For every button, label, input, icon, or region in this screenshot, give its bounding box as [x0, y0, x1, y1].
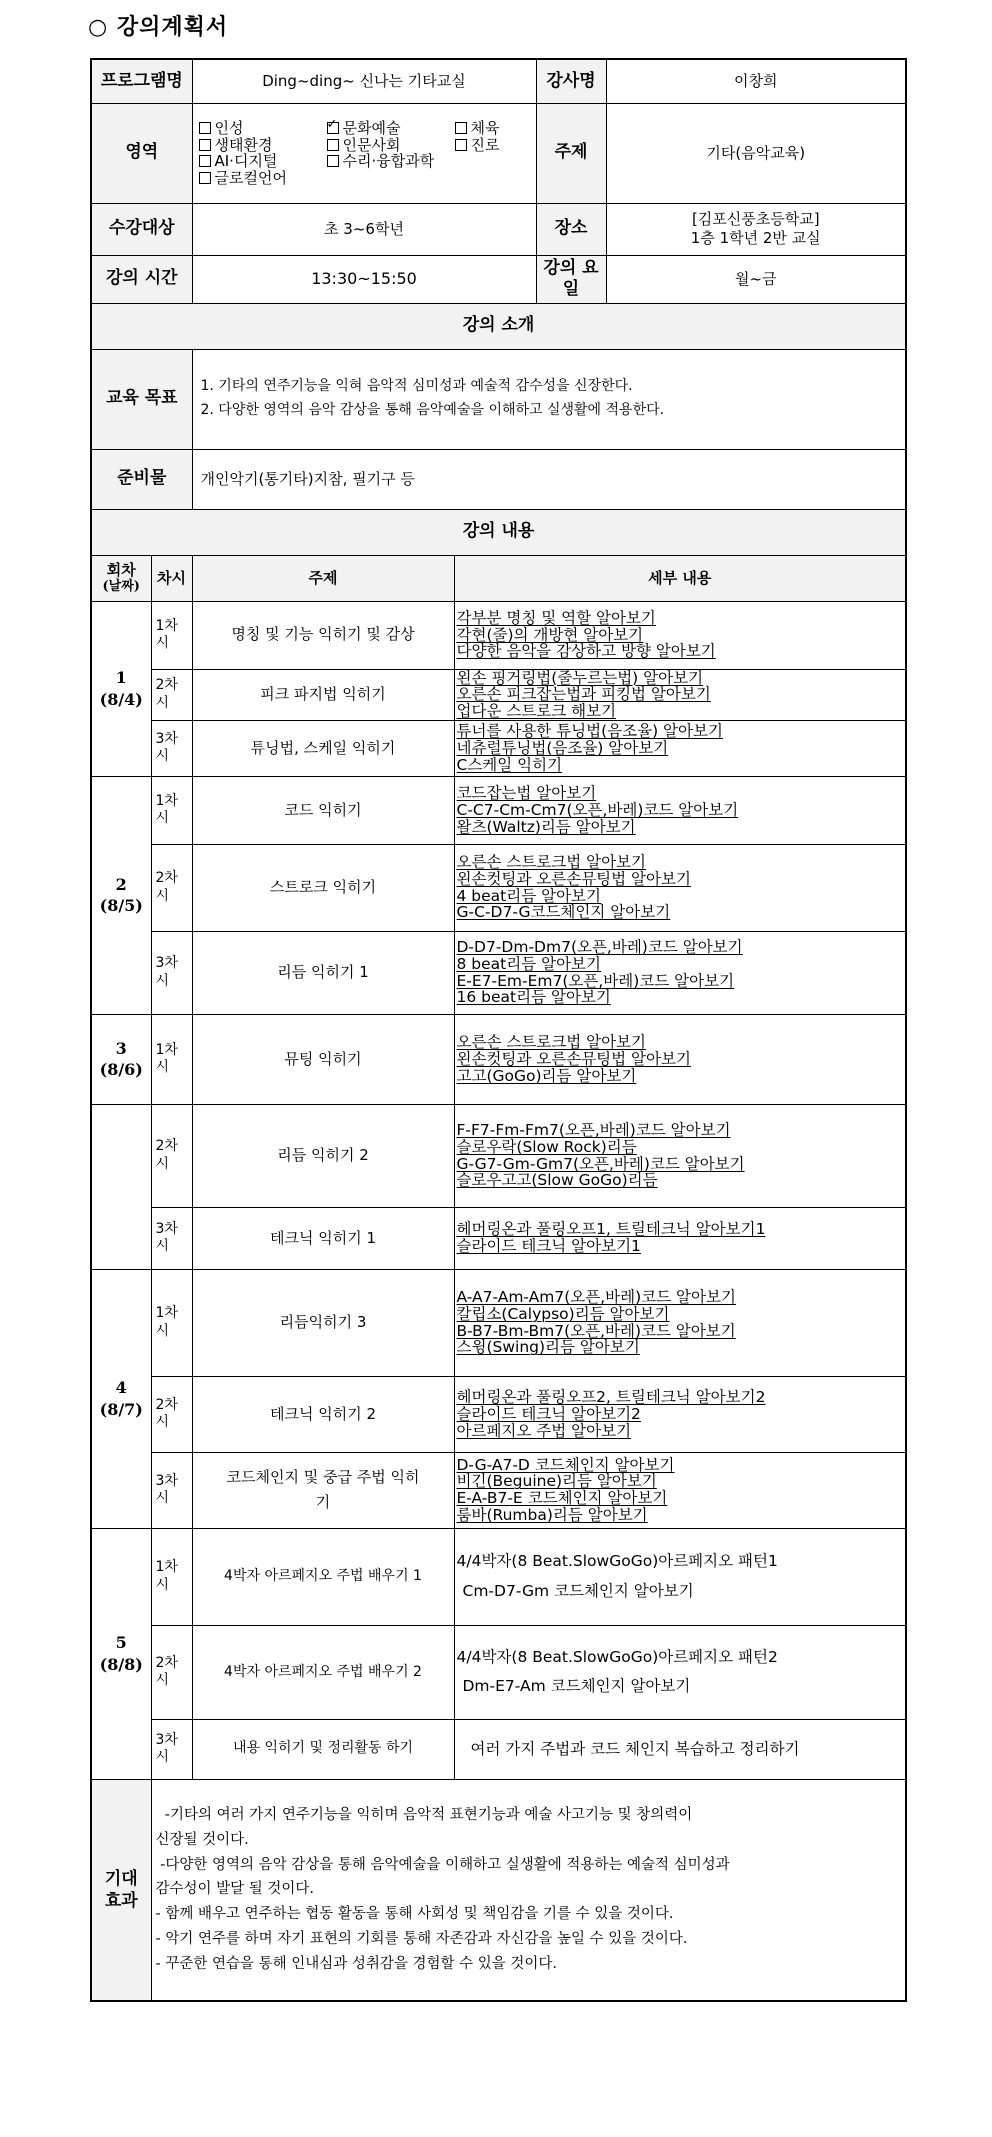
detail-cell: 헤머링온과 풀링오프2, 트릴테크닉 알아보기2 슬라이드 테크닉 알아보기2 아르페지오 주법 알아보기 — [454, 1376, 906, 1452]
topic-cell: 튜닝법, 스케일 익히기 — [192, 720, 454, 776]
effect-line: - 악기 연주를 하며 자기 표현의 기회를 통해 자존감과 자신감을 높일 수 있을 것이다. — [155, 1931, 688, 1948]
table-row — [91, 1207, 906, 1269]
time-row — [91, 255, 906, 303]
table-row — [91, 931, 906, 1014]
detail-cell: D-D7-Dm-Dm7(오픈,바레)코드 알아보기 8 beat리듬 알아보기 E-E7-Em-Em7(오픈,바레)코드 알아보기 16 beat리듬 알아보기 — [454, 931, 906, 1014]
target-row — [91, 203, 906, 255]
effect-line: -기타의 여러 가지 연주기능을 익히며 음악적 표현기능과 예술 사고기능 및 창의력이 — [155, 1806, 693, 1823]
subject-value: 기타(음악교육) — [606, 103, 906, 203]
round-cell: 3 (8/6) — [91, 1014, 151, 1104]
goal-item: 2. 다양한 영역의 음악 감상을 통해 음악예술을 이해하고 실생활에 적용한다. — [200, 402, 665, 418]
topic-cell: 피크 파지법 익히기 — [192, 669, 454, 720]
effect-line: - 꾸준한 연습을 통해 인내심과 성취감을 경험할 수 있을 것이다. — [155, 1956, 557, 1973]
document-title: ○ 강의계획서 — [88, 15, 229, 40]
topic-cell: 테크닉 익히기 1 — [192, 1207, 454, 1269]
goal-label: 교육 목표 — [91, 349, 192, 449]
col-detail-header: 세부 내용 — [454, 555, 906, 601]
time-label: 강의 시간 — [91, 255, 192, 303]
table-row — [91, 1719, 906, 1779]
session-cell: 2차시 — [151, 844, 192, 931]
program-row — [91, 59, 906, 103]
detail-cell: F-F7-Fm-Fm7(오픈,바레)코드 알아보기 슬로우락(Slow Rock)리듬 G-G7-Gm-Gm7(오픈,바레)코드 알아보기 슬로우고고(Slow GoGo)리듬 — [454, 1104, 906, 1207]
topic-cell: 4박자 아르페지오 주법 배우기 1 — [192, 1528, 454, 1625]
topic-cell: 4박자 아르페지오 주법 배우기 2 — [192, 1625, 454, 1719]
prep-label: 준비물 — [91, 449, 192, 509]
table-row — [91, 720, 906, 776]
session-cell: 2차시 — [151, 1376, 192, 1452]
detail-cell: 여러 가지 주법과 코드 체인지 복습하고 정리하기 — [454, 1719, 906, 1779]
session-cell: 1차시 — [151, 1528, 192, 1625]
session-cell: 3차시 — [151, 720, 192, 776]
table-row — [91, 1376, 906, 1452]
goal-row — [91, 349, 906, 449]
topic-cell: 리듬익히기 3 — [192, 1269, 454, 1376]
checkbox-icon — [455, 122, 467, 134]
table-row — [91, 776, 906, 844]
detail-cell: A-A7-Am-Am7(오픈,바레)코드 알아보기 칼립소(Calypso)리듬 알아보기 B-B7-Bm-Bm7(오픈,바레)코드 알아보기 스윙(Swing)리듬 알아보기 — [454, 1269, 906, 1376]
prep-value: 개인악기(통기타)지참, 필기구 등 — [192, 449, 906, 509]
lecture-plan-table-wrapper — [90, 58, 905, 2002]
instructor-value: 이창희 — [606, 59, 906, 103]
detail-cell: 4/4박자(8 Beat.SlowGoGo)아르페지오 패턴2 Dm-E7-Am 코드체인지 알아보기 — [454, 1625, 906, 1719]
area-option[interactable]: 글로컬언어 — [199, 170, 287, 187]
topic-cell: 코드 익히기 — [192, 776, 454, 844]
topic-cell: 코드체인지 및 중급 주법 익히기 — [192, 1452, 454, 1528]
detail-cell: 튜너를 사용한 튜닝법(음조율) 알아보기 네츄럴튜닝법(음조율) 알아보기 C스케일 익히기 — [454, 720, 906, 776]
detail-cell: D-G-A7-D 코드체인지 알아보기 비긴(Beguine)리듬 알아보기 E-A-B7-E 코드체인지 알아보기 룸바(Rumba)리듬 알아보기 — [454, 1452, 906, 1528]
effect-line: -다양한 영역의 음악 감상을 통해 음악예술을 이해하고 실생활에 적용하는 예술적 심미성과 — [155, 1856, 730, 1873]
area-option[interactable]: 체육 — [455, 120, 500, 137]
session-cell: 1차시 — [151, 601, 192, 669]
checkbox-icon — [199, 122, 211, 134]
session-cell: 1차시 — [151, 776, 192, 844]
checkbox-icon — [327, 155, 339, 167]
area-option[interactable]: 수리·융합과학 — [327, 153, 435, 170]
session-cell: 2차시 — [151, 1625, 192, 1719]
topic-cell: 스트로크 익히기 — [192, 844, 454, 931]
session-cell: 2차시 — [151, 1104, 192, 1207]
day-value: 월~금 — [606, 255, 906, 303]
subject-label: 주제 — [536, 103, 606, 203]
detail-cell: 헤머링온과 풀링오프1, 트릴테크닉 알아보기1 슬라이드 테크닉 알아보기1 — [454, 1207, 906, 1269]
effects-content — [151, 1779, 906, 2001]
round-cell: 2 (8/5) — [91, 776, 151, 1014]
effect-line: 감수성이 발달 될 것이다. — [155, 1881, 315, 1898]
intro-header: 강의 소개 — [91, 303, 906, 349]
effects-label: 기대 효과 — [91, 1779, 151, 2001]
content-header-row — [91, 509, 906, 555]
round-cell: 4 (8/7) — [91, 1269, 151, 1528]
goal-item: 1. 기타의 연주기능을 익혀 음악적 심미성과 예술적 감수성을 신장한다. — [200, 378, 633, 395]
instructor-label: 강사명 — [536, 59, 606, 103]
table-row — [91, 601, 906, 669]
session-cell: 3차시 — [151, 1719, 192, 1779]
detail-cell: 왼손 핑거링법(줄누르는법) 알아보기 오른손 피크잡는법과 피킹법 알아보기 업다운 스트로크 해보기 — [454, 669, 906, 720]
area-option[interactable]: 생태환경 — [199, 137, 327, 154]
area-option[interactable]: AI·디지털 — [199, 153, 327, 170]
table-row — [91, 1269, 906, 1376]
detail-cell: 오른손 스트로크법 알아보기 왼손컷팅과 오른손뮤팅법 알아보기 고고(GoGo)리듬 알아보기 — [454, 1014, 906, 1104]
area-label: 영역 — [91, 103, 192, 203]
session-cell: 3차시 — [151, 931, 192, 1014]
topic-cell: 뮤팅 익히기 — [192, 1014, 454, 1104]
round-cell: 5 (8/8) — [91, 1528, 151, 1779]
checkbox-icon — [455, 139, 467, 151]
topic-cell: 리듬 익히기 1 — [192, 931, 454, 1014]
effect-line: 신장될 것이다. — [155, 1831, 249, 1848]
session-cell: 3차시 — [151, 1452, 192, 1528]
table-row — [91, 844, 906, 931]
topic-cell: 테크닉 익히기 2 — [192, 1376, 454, 1452]
area-checklist — [192, 103, 536, 203]
table-row — [91, 1104, 906, 1207]
area-option[interactable]: 진로 — [455, 137, 500, 154]
table-row — [91, 1625, 906, 1719]
table-row — [91, 1528, 906, 1625]
time-value: 13:30~15:50 — [192, 255, 536, 303]
place-value: [김포신풍초등학교] 1층 1학년 2반 교실 — [606, 203, 906, 255]
area-option[interactable]: ✓ 문화예술 — [327, 120, 455, 137]
session-cell: 1차시 — [151, 1014, 192, 1104]
detail-cell: 4/4박자(8 Beat.SlowGoGo)아르페지오 패턴1 Cm-D7-Gm 코드체인지 알아보기 — [454, 1528, 906, 1625]
day-label: 강의 요일 — [536, 255, 606, 303]
checkbox-icon — [199, 139, 211, 151]
goal-list — [192, 349, 906, 449]
detail-cell: 코드잡는법 알아보기 C-C7-Cm-Cm7(오픈,바레)코드 알아보기 왈츠(Waltz)리듬 알아보기 — [454, 776, 906, 844]
effect-line: - 함께 배우고 연주하는 협동 활동을 통해 사회성 및 책임감을 기를 수 있을 것이다. — [155, 1906, 674, 1923]
area-option[interactable]: 인성 — [199, 120, 327, 137]
prep-row — [91, 449, 906, 509]
content-columns-row — [91, 555, 906, 601]
content-header: 강의 내용 — [91, 509, 906, 555]
checkbox-icon — [199, 155, 211, 167]
table-row — [91, 669, 906, 720]
col-round-header: 회차 (날짜) — [91, 555, 151, 601]
place-label: 장소 — [536, 203, 606, 255]
intro-header-row — [91, 303, 906, 349]
detail-cell: 각부분 명칭 및 역할 알아보기 각현(줄)의 개방현 알아보기 다양한 음악을 감상하고 방향 알아보기 — [454, 601, 906, 669]
topic-cell: 명칭 및 기능 익히기 및 감상 — [192, 601, 454, 669]
round-cell-empty — [91, 1104, 151, 1269]
session-cell: 1차시 — [151, 1269, 192, 1376]
effects-row — [91, 1779, 906, 2001]
area-option[interactable]: 인문사회 — [327, 137, 455, 154]
checked-checkbox-icon — [327, 122, 339, 134]
round-cell: 1 (8/4) — [91, 601, 151, 776]
program-value: Ding~ding~ 신나는 기타교실 — [192, 59, 536, 103]
area-row — [91, 103, 906, 203]
topic-cell: 리듬 익히기 2 — [192, 1104, 454, 1207]
detail-cell: 오른손 스트로크법 알아보기 왼손컷팅과 오른손뮤팅법 알아보기 4 beat리듬 알아보기 G-C-D7-G코드체인지 알아보기 — [454, 844, 906, 931]
lecture-plan-table — [90, 58, 907, 2002]
session-cell: 2차시 — [151, 669, 192, 720]
topic-cell: 내용 익히기 및 정리활동 하기 — [192, 1719, 454, 1779]
target-label: 수강대상 — [91, 203, 192, 255]
session-cell: 3차시 — [151, 1207, 192, 1269]
table-row — [91, 1452, 906, 1528]
program-label: 프로그램명 — [91, 59, 192, 103]
col-topic-header: 주제 — [192, 555, 454, 601]
target-value: 초 3~6학년 — [192, 203, 536, 255]
table-row — [91, 1014, 906, 1104]
col-session-header: 차시 — [151, 555, 192, 601]
checkbox-icon — [199, 172, 211, 184]
checkbox-icon — [327, 139, 339, 151]
